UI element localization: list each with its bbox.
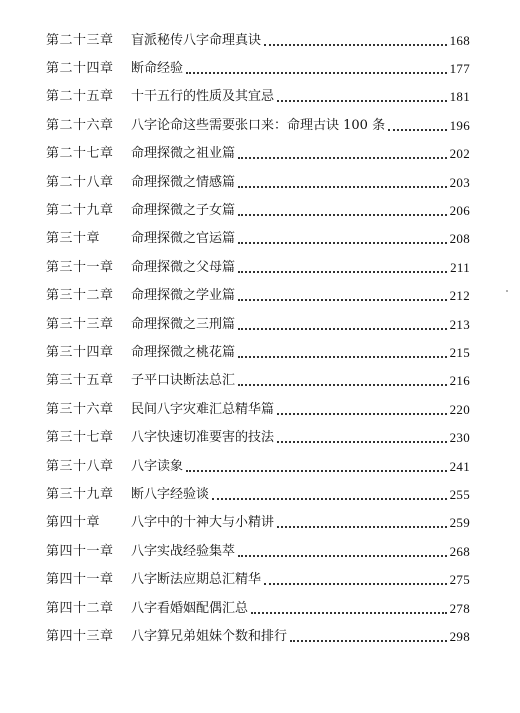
toc-entry <box>46 509 470 537</box>
dot-leader <box>238 156 447 159</box>
toc-entry <box>46 54 470 82</box>
dot-leader <box>264 43 447 46</box>
chapter-number: 第四十章 <box>46 515 101 531</box>
chapter-title: 命理探微之学业篇 <box>131 288 236 304</box>
dot-leader <box>238 213 447 216</box>
page-number: 268 <box>449 543 470 559</box>
page-number: 220 <box>449 401 470 417</box>
page-number: 206 <box>449 203 470 219</box>
page-number: 215 <box>449 344 470 360</box>
chapter-title: 八字算兄弟姐妹个数和排行 <box>131 628 288 644</box>
toc-entry <box>46 140 470 168</box>
chapter-number: 第二十九章 <box>46 203 114 219</box>
chapter-number: 第三十章 <box>46 231 101 247</box>
chapter-title: 八字论命这些需要张口来：命理古诀 100 条 <box>131 117 386 133</box>
toc-entry <box>46 395 470 423</box>
page-number: 181 <box>449 89 470 105</box>
toc-entry <box>46 594 470 622</box>
chapter-number: 第三十七章 <box>46 430 114 446</box>
toc-entry <box>46 83 470 111</box>
chapter-number: 第三十四章 <box>46 344 114 360</box>
dot-leader <box>388 128 447 131</box>
chapter-number: 第三十二章 <box>46 288 114 304</box>
chapter-title: 命理探微之父母篇 <box>131 259 236 275</box>
page-number: 230 <box>449 430 470 446</box>
chapter-title: 断命经验 <box>131 61 184 77</box>
chapter-title: 八字中的十神大与小精讲 <box>131 515 275 531</box>
chapter-title: 命理探微之祖业篇 <box>131 146 236 162</box>
chapter-number: 第二十四章 <box>46 61 114 77</box>
toc-entry <box>46 338 470 366</box>
dot-leader <box>277 525 447 528</box>
toc-entry <box>46 282 470 310</box>
page-number: 241 <box>449 458 470 474</box>
chapter-number: 第三十三章 <box>46 316 114 332</box>
page-number: 255 <box>449 486 470 502</box>
scan-speck <box>506 290 508 292</box>
page-number: 208 <box>449 231 470 247</box>
chapter-title: 八字读象 <box>131 458 184 474</box>
chapter-number: 第二十六章 <box>46 117 114 133</box>
chapter-number: 第三十六章 <box>46 401 114 417</box>
chapter-title: 八字实战经验集萃 <box>131 543 236 559</box>
page-number: 216 <box>449 373 470 389</box>
dot-leader <box>238 327 447 330</box>
chapter-title: 断八字经验谈 <box>131 486 210 502</box>
toc-entry <box>46 253 470 281</box>
chapter-number: 第三十一章 <box>46 259 114 275</box>
chapter-title: 八字断法应期总汇精华 <box>131 572 262 588</box>
dot-leader <box>186 469 447 472</box>
dot-leader <box>238 298 447 301</box>
chapter-number: 第三十八章 <box>46 458 114 474</box>
chapter-title: 盲派秘传八字命理真诀 <box>131 32 262 48</box>
page-number: 278 <box>449 600 470 616</box>
dot-leader <box>238 241 447 244</box>
chapter-title: 子平口诀断法总汇 <box>131 373 236 389</box>
chapter-number: 第三十五章 <box>46 373 114 389</box>
chapter-number: 第二十八章 <box>46 174 114 190</box>
toc-entry <box>46 423 470 451</box>
page-number: 177 <box>449 61 470 77</box>
dot-leader <box>238 270 447 273</box>
chapter-number: 第四十一章 <box>46 572 114 588</box>
page-number: 213 <box>449 316 470 332</box>
page-number: 212 <box>449 288 470 304</box>
chapter-title: 八字看婚姻配偶汇总 <box>131 600 249 616</box>
chapter-title: 命理探微之桃花篇 <box>131 344 236 360</box>
chapter-number: 第三十九章 <box>46 486 114 502</box>
dot-leader <box>277 412 447 415</box>
dot-leader <box>290 639 447 642</box>
dot-leader <box>238 355 447 358</box>
dot-leader <box>251 611 447 614</box>
page-number: 259 <box>449 515 470 531</box>
page-number: 275 <box>449 572 470 588</box>
toc-entry <box>46 367 470 395</box>
dot-leader <box>238 383 447 386</box>
chapter-number: 第四十三章 <box>46 628 114 644</box>
dot-leader <box>238 554 447 557</box>
chapter-title: 命理探微之官运篇 <box>131 231 236 247</box>
toc-entry <box>46 168 470 196</box>
toc-entry <box>46 111 470 139</box>
chapter-number: 第四十二章 <box>46 600 114 616</box>
chapter-title: 命理探微之三刑篇 <box>131 316 236 332</box>
toc-entry <box>46 225 470 253</box>
toc-entry <box>46 480 470 508</box>
dot-leader <box>238 185 447 188</box>
chapter-title: 命理探微之子女篇 <box>131 203 236 219</box>
dot-leader <box>186 71 447 74</box>
toc-entry <box>46 310 470 338</box>
dot-leader <box>277 99 447 102</box>
dot-leader <box>277 440 447 443</box>
toc-entry <box>46 622 470 650</box>
dot-leader <box>212 497 447 500</box>
chapter-number: 第二十五章 <box>46 89 114 105</box>
toc-entry <box>46 452 470 480</box>
toc-entry <box>46 26 470 54</box>
page-number: 202 <box>449 146 470 162</box>
chapter-title: 十干五行的性质及其宜忌 <box>131 89 275 105</box>
chapter-number: 第二十七章 <box>46 146 114 162</box>
page-number: 196 <box>449 117 470 133</box>
page-number: 298 <box>449 628 470 644</box>
toc-entry <box>46 537 470 565</box>
chapter-title: 民间八字灾难汇总精华篇 <box>131 401 275 417</box>
page-number: 211 <box>450 259 470 275</box>
chapter-title: 八字快速切准要害的技法 <box>131 430 275 446</box>
toc-entry <box>46 565 470 593</box>
chapter-number: 第四十一章 <box>46 543 114 559</box>
table-of-contents <box>46 26 470 651</box>
page-number: 203 <box>449 174 470 190</box>
page-number: 168 <box>449 32 470 48</box>
chapter-title: 命理探微之情感篇 <box>131 174 236 190</box>
chapter-number: 第二十三章 <box>46 32 114 48</box>
toc-entry <box>46 196 470 224</box>
dot-leader <box>264 582 447 585</box>
